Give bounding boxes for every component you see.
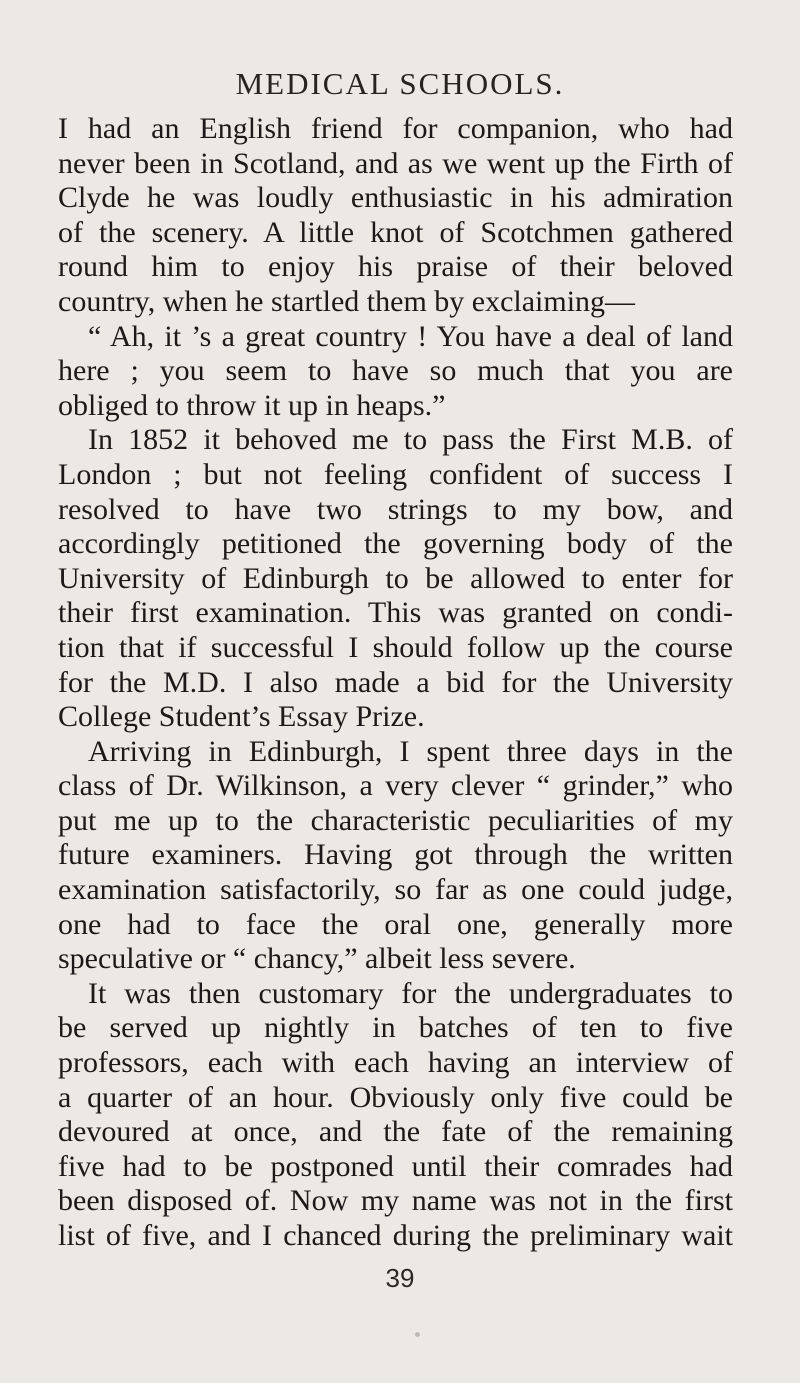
text-line: country, when he startled them by exclaiming— [58, 284, 636, 318]
text-line: College Student’s Essay Prize. [58, 700, 425, 734]
text-line: a quarter of an hour. Obviously only five could be [58, 1080, 733, 1114]
text-line: for the M.D. I also made a bid for the University [58, 665, 733, 699]
text-line: future examiners. Having got through the written [58, 838, 733, 872]
text-line: been disposed of. Now my name was not in the first [58, 1184, 733, 1218]
text-line: tion that if successful I should follow up the course [58, 630, 733, 664]
text-line: one had to face the oral one, generally more [58, 907, 733, 941]
text-line: round him to enjoy his praise of their beloved [58, 250, 733, 284]
text-line: their first examination. This was granted on condi- [58, 596, 733, 630]
running-head: MEDICAL SCHOOLS. [235, 66, 565, 101]
text-line: put me up to the characteristic peculiarities of my [58, 803, 733, 837]
text-line: “ Ah, it ’s a great country ! You have a deal of land [88, 319, 733, 353]
text-line: list of five, and I chanced during the preliminary wait [58, 1219, 733, 1252]
text-line: speculative or “ chancy,” albeit less severe. [58, 942, 576, 976]
text-line: Clyde he was loudly enthusiastic in his admiration [58, 181, 733, 215]
text-line: professors, each with each having an interview of [58, 1046, 733, 1080]
text-line: Arriving in Edinburgh, I spent three days in the [88, 734, 733, 768]
text-line: accordingly petitioned the governing body of the [58, 527, 733, 561]
text-line: devoured at once, and the fate of the remaining [58, 1115, 733, 1149]
text-line: In 1852 it behoved me to pass the First M.B. of [88, 423, 733, 457]
ink-speck [415, 1332, 420, 1337]
text-line: resolved to have two strings to my bow, and [58, 492, 733, 526]
text-line: obliged to throw it up in heaps.” [58, 388, 446, 422]
text-line: be served up nightly in batches of ten to five [58, 1011, 733, 1045]
text-line: class of Dr. Wilkinson, a very clever “ grinder,” who [58, 769, 733, 803]
text-line: I had an English friend for companion, who had [58, 112, 733, 145]
text-line: never been in Scotland, and as we went up the Firth of [58, 146, 733, 180]
text-line: five had to be postponed until their comrades had [58, 1149, 733, 1183]
text-line: examination satisfactorily, so far as one could judge, [58, 873, 733, 907]
text-line: of the scenery. A little knot of Scotchmen gathered [58, 215, 733, 249]
text-line: University of Edinburgh to be allowed to enter for [58, 561, 733, 595]
page-number: 39 [385, 1263, 415, 1293]
body-text [58, 112, 733, 1254]
text-line: here ; you seem to have so much that you are [58, 354, 733, 388]
text-line: London ; but not feeling confident of success I [58, 457, 733, 491]
text-line: It was then customary for the undergraduates to [88, 976, 733, 1010]
